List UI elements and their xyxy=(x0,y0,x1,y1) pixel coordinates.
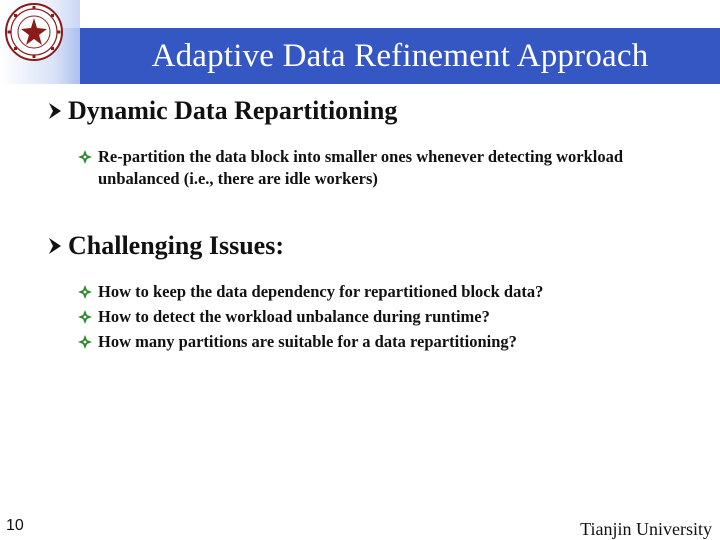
university-seal-logo xyxy=(4,2,64,62)
bullet-item xyxy=(78,331,698,353)
slide-title: Adaptive Data Refinement Approach xyxy=(151,38,649,74)
bullet-item xyxy=(78,306,698,328)
bullet-text: How to detect the workload unbalance during runtime? xyxy=(98,307,490,326)
diamond-bullet-icon xyxy=(78,335,92,349)
bullet-text: How to keep the data dependency for repartitioned block data? xyxy=(98,282,544,301)
arrow-bullet-icon xyxy=(48,236,62,256)
bullet-text: How many partitions are suitable for a data repartitioning? xyxy=(98,332,517,351)
diamond-bullet-icon xyxy=(78,150,92,164)
bullet-text: Re-partition the data block into smaller ones whenever detecting workload unbalanced (i.e., there are idle workers) xyxy=(98,147,624,188)
page-number: 10 xyxy=(6,517,24,534)
diamond-bullet-icon xyxy=(78,285,92,299)
section-heading-text: Challenging Issues: xyxy=(68,231,284,260)
section-heading-text: Dynamic Data Repartitioning xyxy=(68,96,398,125)
section-heading-dynamic-repartitioning xyxy=(48,96,397,126)
diamond-bullet-icon xyxy=(78,310,92,324)
bullet-item xyxy=(78,281,698,303)
bullet-item xyxy=(78,146,698,190)
arrow-bullet-icon xyxy=(48,101,62,121)
footer-institution: Tianjin University xyxy=(580,519,712,539)
section-heading-challenging-issues xyxy=(48,231,284,261)
